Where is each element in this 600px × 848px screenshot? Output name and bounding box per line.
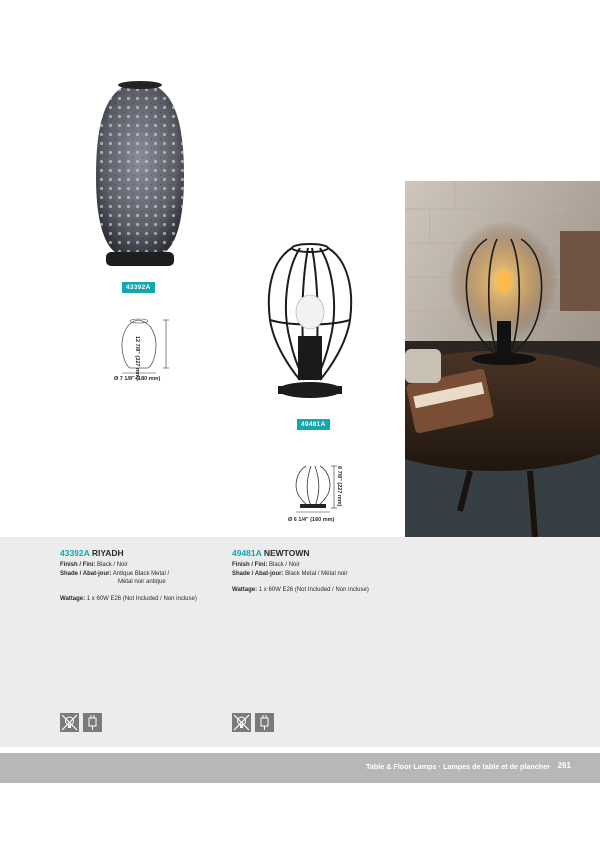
lifestyle-photo <box>405 181 600 537</box>
shade-label: Shade / Abat-jour: <box>232 570 284 577</box>
riyadh-dimension-drawing <box>118 318 178 374</box>
riyadh-height-dimension: 12 7/8" (327 mm) <box>134 336 140 380</box>
wattage-label: Wattage: <box>60 595 86 602</box>
product-name: RIYADH <box>91 548 124 558</box>
product-specs <box>60 561 197 603</box>
finish-label: Finish / Fini: <box>60 562 96 568</box>
wattage-value: 1 x 60W E26 (Not Included / Non incluse) <box>258 587 369 594</box>
plug-icon <box>255 713 274 732</box>
finish-label: Finish / Fini: <box>232 562 268 568</box>
shade-value: Antique Black Metal / <box>112 570 170 577</box>
wattage-label: Wattage: <box>232 587 258 594</box>
product-name: NEWTOWN <box>263 548 310 558</box>
riyadh-diameter-dimension: Ø 7 1/8" (180 mm) <box>114 376 161 382</box>
product-title <box>60 548 124 558</box>
shade-label: Shade / Abat-jour: <box>60 570 112 577</box>
finish-value: Black / Noir <box>97 562 128 568</box>
product-specs <box>232 561 369 595</box>
newtown-diameter-dimension: Ø 6 1/4" (160 mm) <box>288 517 335 523</box>
plug-icon <box>83 713 102 732</box>
footer-section-title: Table & Floor Lamps · Lampes de table et de plancher <box>366 762 550 771</box>
shade-value: Black Metal / Métal noir <box>285 570 348 577</box>
shade-value-continued: Métal noir antique <box>118 579 166 586</box>
product-title <box>232 548 310 558</box>
newtown-lamp-image <box>260 240 360 408</box>
product-code: 49481A <box>232 548 262 558</box>
finish-value: Black / Noir <box>269 562 300 568</box>
page-number: 261 <box>557 761 571 770</box>
no-bulb-included-icon <box>60 713 79 732</box>
product-code-badge: 43392A <box>122 282 155 293</box>
wattage-value: 1 x 60W E26 (Not Included / Non incluse) <box>86 595 197 602</box>
product-code: 43392A <box>60 548 90 558</box>
no-bulb-included-icon <box>232 713 251 732</box>
product-code-badge: 49481A <box>297 419 330 430</box>
newtown-height-dimension: 8 7/8" (227 mm) <box>336 466 342 507</box>
riyadh-lamp-image <box>88 76 193 272</box>
